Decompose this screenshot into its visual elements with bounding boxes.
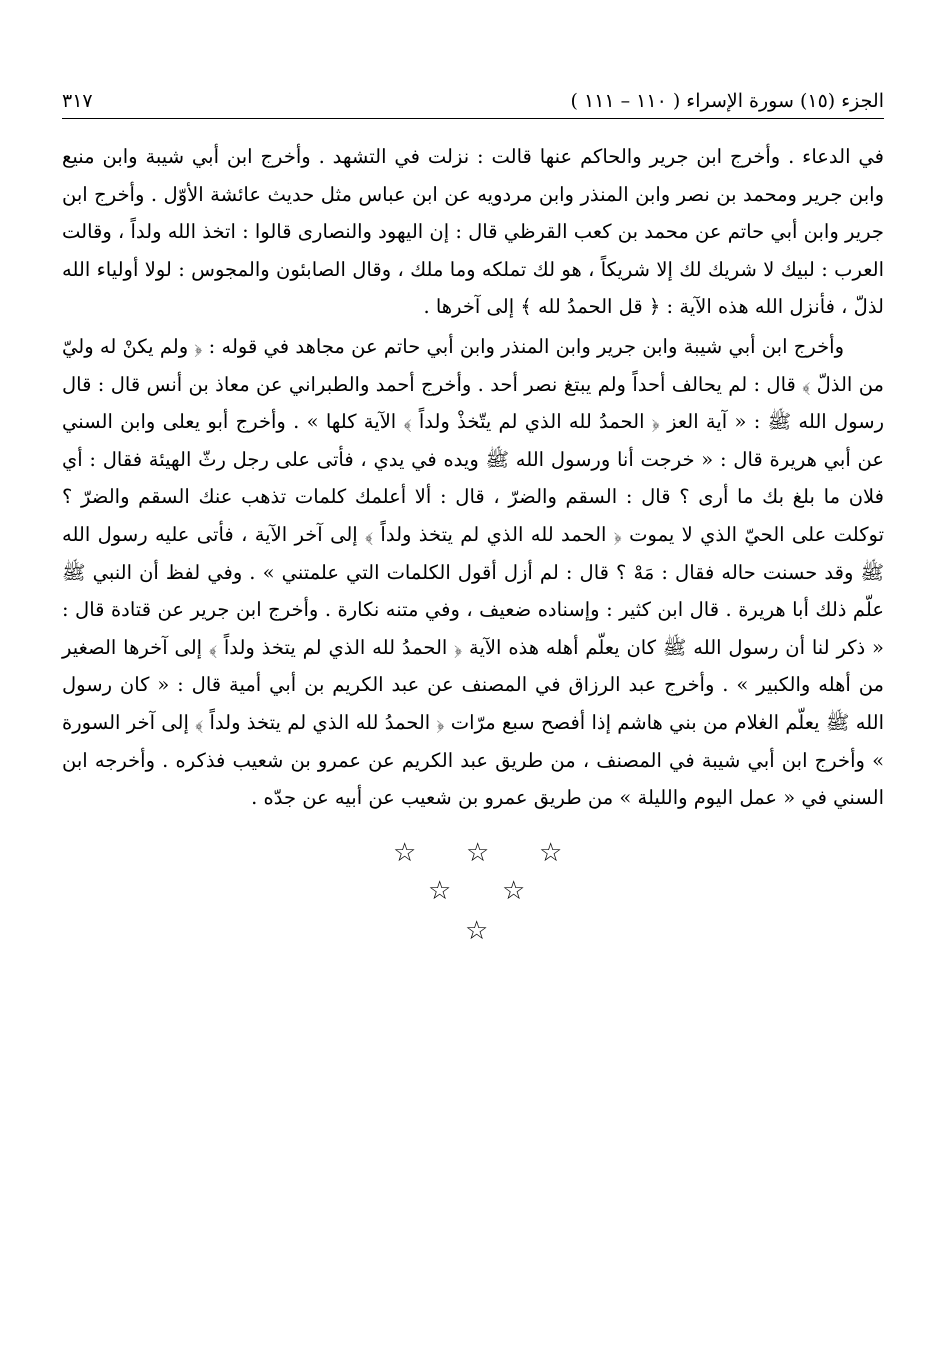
paragraph-2: وأخرج ابن أبي شيبة وابن جرير وابن المنذر وابن أبي حاتم عن مجاهد في قوله : ﴿ ولم يكنْ له وليّ من الذلّ ﴾ قال : لم يحالف أحداً ولم يبتغ نصر أحد . وأخرج أحمد والطبراني عن معاذ بن أنس قال : قال رسول الله ﷺ : « آية العز ﴿ الحمدُ لله الذي لم يتّخذْ ولداً ﴾ الآية كلها » . وأخرج أبو يعلى وابن السني عن أبي هريرة قال : « خرجت أنا ورسول الله ﷺ ويده في يدي ، فأتى على رجل رثّ الهيئة فقال : أي فلان ما بلغ بك ما أرى ؟ قال : السقم والضرّ ، قال : ألا أعلمك كلمات تذهب عنك السقم والضرّ ؟ توكلت على الحيّ الذي لا يموت ﴿ الحمد لله الذي لم يتخذ ولداً ﴾ إلى آخر الآية ، فأتى عليه رسول الله ﷺ وقد حسنت حاله فقال : مَهْ ؟ قال : لم أزل أقول الكلمات التي علمتني » . وفي لفظ أن النبي ﷺ علّم ذلك أبا هريرة . قال ابن كثير : وإسناده ضعيف ، وفي متنه نكارة . وأخرج ابن جرير عن قتادة قال : « ذكر لنا أن رسول الله ﷺ كان يعلّم أهله هذه الآية ﴿ الحمدُ لله الذي لم يتخذ ولداً ﴾ إلى آخرها الصغير من أهله والكبير » . وأخرج عبد الرزاق في المصنف عن عبد الكريم بن أبي أمية قال : « كان رسول الله ﷺ يعلّم الغلام من بني هاشم إذا أفصح سبع مرّات ﴿ الحمدُ لله الذي لم يتخذ ولداً ﴾ إلى آخر السورة » وأخرج ابن أبي شيبة في المصنف ، من طريق عبد الكريم عن عمرو بن شعيب فذكره . وأخرجه ابن السني في « عمل اليوم والليلة » من طريق عمرو بن شعيب عن أبيه عن جدّه .	[62, 334, 884, 810]
star-icon: ☆	[539, 838, 563, 868]
star-icon: ☆	[465, 916, 489, 946]
star-icon: ☆	[428, 876, 452, 906]
running-title: الجزء (١٥) سورة الإسراء ( ١١٠ – ١١١ )	[570, 90, 884, 112]
star-icon: ☆	[466, 838, 490, 868]
paragraph-1: في الدعاء . وأخرج ابن جرير والحاكم عنها قالت : نزلت في التشهد . وأخرج ابن أبي شيبة وابن منيع وابن جرير ومحمد بن نصر وابن المنذر وابن مردويه عن ابن عباس مثل حديث عائشة الأوّل . وأخرج ابن جرير وابن أبي حاتم عن محمد بن كعب القرظي قال : إن اليهود والنصارى قالوا : اتخذ الله ولداً ، وقالت العرب : لبيك لا شريك لك إلا شريكاً ، هو لك تملكه وما ملك ، وقال الصابئون والمجوس : لولا أولياء الله لذلّ ، فأنزل الله هذه الآية : ﴿ قل الحمدُ لله ﴾ إلى آخرها .	[62, 145, 884, 319]
star-icon: ☆	[393, 838, 417, 868]
star-icon: ☆	[502, 876, 526, 906]
body-text	[62, 138, 884, 817]
header-rule	[62, 118, 884, 119]
page-number: ٣١٧	[62, 90, 93, 112]
running-header	[62, 84, 884, 118]
